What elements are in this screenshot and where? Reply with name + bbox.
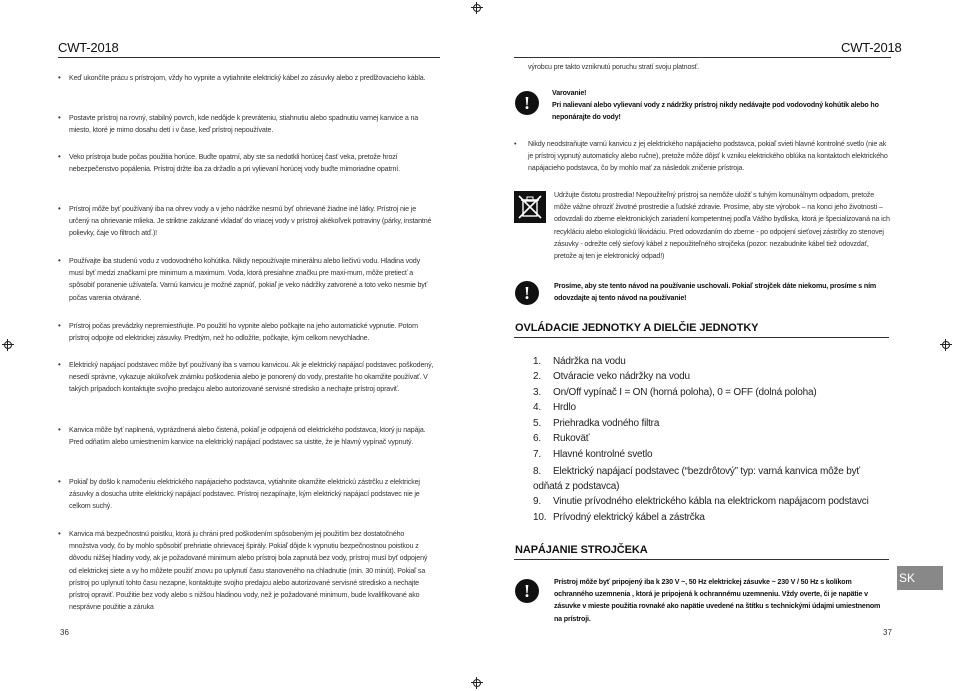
left-page-number: 36 [60, 628, 69, 637]
exclamation-icon: ! [515, 579, 539, 603]
warning-text: Pri nalievaní alebo vylievaní vody z nádržky prístroj nikdy nedávajte pod vodovodný kohútik alebo ho neponárajte do vody! [552, 101, 879, 122]
list-item: • Pokiaľ by došlo k namočeniu elektrického napájacieho podstavca, vytiahnite okamžite elektrickú zástrčku z elektrickej zásuvky a dosucha utrite elektrický napájací podstavec. Prístroj nezapínajte, kým elektrický napájací podstavec nie je celkom suchý. [58, 477, 420, 511]
crop-mark-icon [940, 339, 952, 351]
list-item: • Kanvica môže byť naplnená, vyprázdnená alebo čistená, pokiaľ je odpojená od elektrického podstavca, ktorý ju napája. Pred odňatím alebo umiestnením kanvice na elektrický napájací podstavec sa uistite, že je hlavný vypínač vypnutý. [58, 425, 426, 447]
warning-title: Varovanie! [552, 89, 587, 97]
list-item: • Veko prístroja bude počas použitia horúce. Buďte opatrní, aby ste sa nedotkli horúcej časť veka, pretože hrozí nebezpečenstvo popálenia. Prístroj držte iba za držadlo a pri vylievaní horúcej vody buďte mimoriadne opatrní. [58, 152, 400, 174]
crop-mark-icon [2, 339, 14, 351]
list-item: 1. Nádržka na vodu [533, 356, 626, 367]
list-item: 2. Otváracie veko nádržky na vodu [533, 371, 690, 382]
right-header-rule [514, 57, 891, 58]
controls-heading-rule [514, 337, 889, 338]
bullet-dot: • [514, 140, 517, 148]
list-item: • Prístroj môže byť používaný iba na ohrev vody a v jeho nádržke nesmú byť ohrievané žiadne iné látky. Prístroj nie je určený na ohrievanie mlieka. Je striktne zakázané vkladať do vriacej vody v prístroji akékoľvek potraviny (párky, instantné polievky, čaje vo filtroch atď.)! [58, 204, 432, 238]
controls-heading: OVLÁDACIE JEDNOTKY A DIELČIE JEDNOTKY [515, 322, 759, 334]
list-item: • Používajte iba studenú vodu z vodovodného kohútika. Nikdy nepoužívajte minerálnu alebo liečivú vodu. Hladina vody musí byť medzi značkami pre minimum a maximum. Voda, ktorá presiahne značku pre maxi-mum, môže pretiecť a spôsobiť poranenie užívateľa. Varnú kanvicu je možné zapnúť, pokiaľ je veko nádržky zatvorené a toto veko nesmie byť počas varenia otvárané. [58, 256, 428, 302]
exclamation-icon: ! [515, 281, 539, 305]
power-warning: Prístroj môže byť pripojený iba k 230 V ~, 50 Hz elektrickej zásuvke ~ 230 V / 50 Hz s kolíkom ochranného uzemnenia , ktorá je pripojená k ochrannému uzemneniu. Vždy overte, či je napätie v zásuvke v mieste použitia rovnaké ako napätie uvedené na štítku s technickými údajmi umiestnenom na prístroji. [554, 578, 881, 623]
list-item: • Kanvica má bezpečnostnú poistku, ktorá ju chráni pred poškodením spôsobeným jej použitím bez dostatočného množstva vody, čo by mohlo spôsobiť prehriatie ohrievacej špirály. Pokiaľ dôjde k vypnutiu bezpečnostnou poistkou z dôvodu nižšej hladiny vody, ak je požadované minimum alebo prístroj bola zapnutá bez vody, prístroj musí byť odpojený od elektrickej siete a vy ho môžete použiť znovu po uplynutí času stanoveného na chladnutie (min. 30 minút). Pokiaľ sa prístroj po uplynutí tohto času nezapne, kontaktujte svojho predajcu alebo autorizované servisné stredisko a nechajte prístroj opraviť. Použitie bez vody alebo s nižšou hladinou vody, než je požadované minimum, bude kvalifikované ako nesprávne použitie a záruka [58, 529, 428, 612]
list-item: • Keď ukončíte prácu s prístrojom, vždy ho vypnite a vytiahnite elektrický kábel zo zásuvky alebo z predlžovacieho kábla. [58, 73, 426, 82]
list-item: • Elektrický napájací podstavec môže byť používaný iba s varnou kanvicou. Ak je elektrický napájací podstavec poškodený, nesedí správne, vykazuje akúkoľvek známku poškodenia alebo je ponorený do vody, prestaňte ho okamžite používať. V takých prípadoch kontaktujte svojho predajcu alebo autorizované servisné stredisko a nechajte prístroj opraviť. [58, 360, 434, 394]
bullet-item: • Nikdy neodstraňujte varnú kanvicu z jej elektrického napájacieho podstavca, pokiaľ svieti hlavné kontrolné svetlo (nie ak je prístroj vypnutý automaticky alebo ručne), pretože môže dôjsť k vzniku elektrického oblúka na kontaktoch elektrického napájacieho podstavca, čo by mohlo mať za následok zničenie prístroja. [514, 140, 888, 173]
keep-manual-warning: Prosíme, aby ste tento návod na používanie uschovali. Pokiaľ strojček dáte niekomu, prosíme s ním odovzdajte aj tento návod na používanie! [554, 282, 877, 303]
exclamation-icon: ! [515, 91, 539, 115]
list-item: 8. Elektrický napájací podstavec (“bezdrôtový” typ: varná kanvica môže byť odňatá z podstavca) [533, 466, 860, 492]
crop-mark-icon [471, 677, 483, 689]
crop-mark-icon [471, 2, 483, 14]
right-model-label: CWT-2018 [841, 40, 902, 55]
list-item: • Postavte prístroj na rovný, stabilný povrch, kde nedôjde k prevráteniu, stiahnutiu alebo spadnutiu varnej kanvice a na miesto, ktoré je mimo dosahu detí i v čase, keď prístroj nepoužívate. [58, 113, 419, 135]
list-item: 10. Prívodný elektrický kábel a zástrčka [533, 512, 705, 523]
list-item: 6. Rukoväť [533, 433, 590, 444]
left-model-label: CWT-2018 [58, 40, 119, 55]
crossed-out-bin-icon [514, 191, 546, 223]
list-item: 3. On/Off vypínač I = ON (horná poloha), 0 = OFF (dolná poloha) [533, 387, 817, 398]
power-heading: NAPÁJANIE STROJČEKA [515, 544, 648, 556]
list-item: • Prístroj počas prevádzky nepremiestňujte. Po použití ho vypnite alebo počkajte na jeho automatické vypnutie. Potom prístroj odpojte od elektrickej zásuvky. Predtým, než ho odložíte, počkajte, kým celkom nevychladne. [58, 321, 418, 343]
language-tab: SK [897, 566, 943, 590]
continuation-text: výrobcu pre takto vzniknutú poruchu stratí svoju platnosť. [528, 63, 700, 71]
list-item: 9. Vinutie prívodného elektrického kábla na elektrickom napájacom podstavci [533, 496, 869, 507]
environment-text: Udržujte čistotu prostredia! Nepoužiteľný prístroj sa nemôže uložiť s tuhým komunálnym odpadom, pretože môže vážne ohroziť životné prostredie a ľudské zdravie. Prosíme, aby ste výrobok – na konci jeho životnosti – odovzdali do zberne elektronických zariadení kompetentnej podľa Vášho bydliska, ktorá je špecializovaná na ich recykláciu alebo ekologickú likvidáciu. Pred odovzdaním do zberne - po odpojení sieťovej zástrčky zo stenovej zásuvky - odrežte celý sieťový kábel z nepoužiteľného strojčeka (pozor: nezabudnite kábel tiež odovzdať, pretože aj ten je elektronický odpad!) [554, 191, 890, 261]
list-item: 5. Priehradka vodného filtra [533, 418, 660, 429]
list-item: 7. Hlavné kontrolné svetlo [533, 449, 653, 460]
right-page-number: 37 [883, 628, 892, 637]
left-header-rule [58, 57, 440, 58]
power-heading-rule [514, 559, 889, 560]
list-item: 4. Hrdlo [533, 402, 576, 413]
